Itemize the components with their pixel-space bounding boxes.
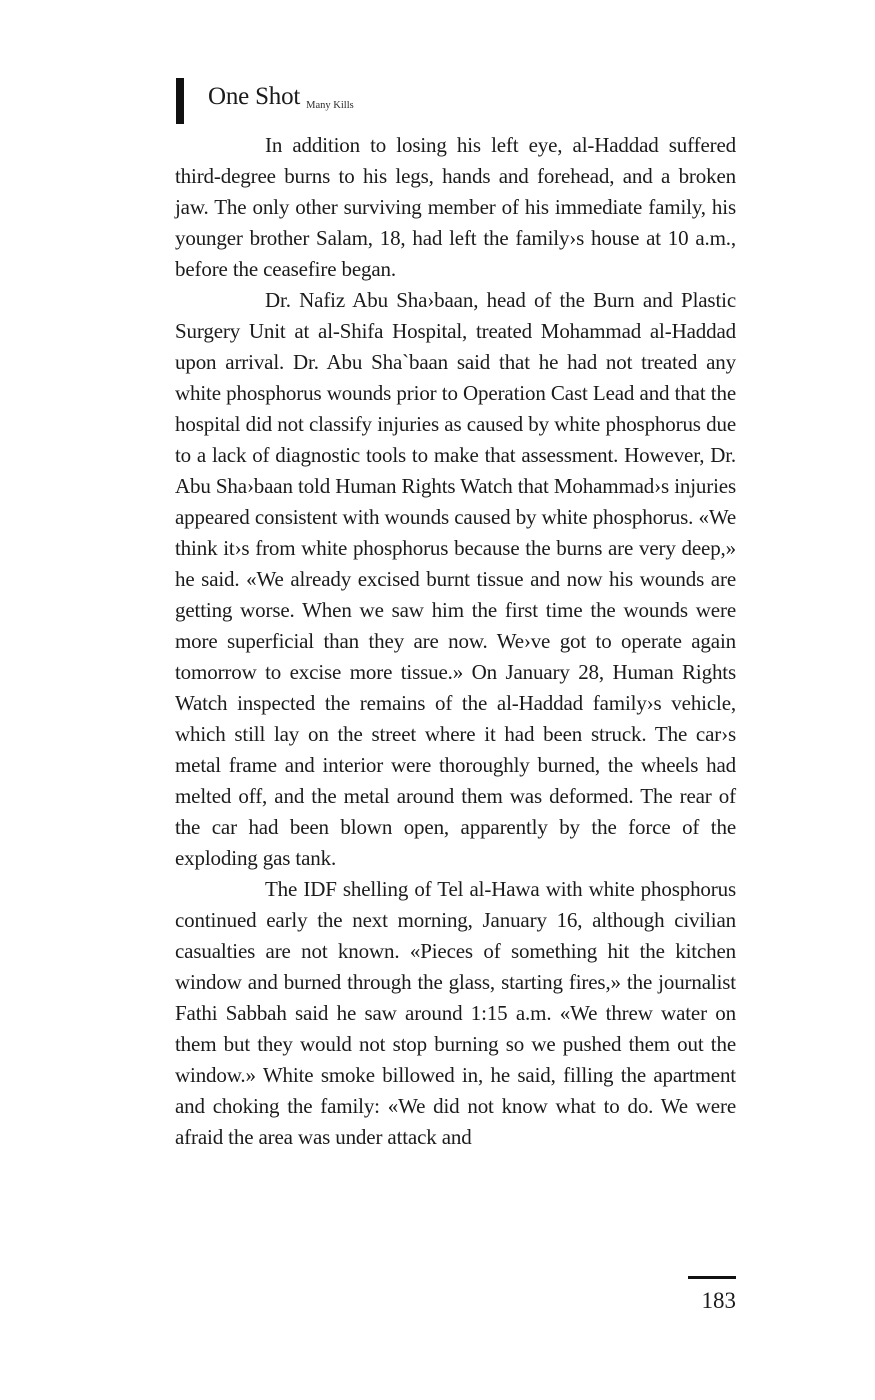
paragraph-2: Dr. Nafiz Abu Sha›baan, head of the Burn and Plastic Surgery Unit at al-Shifa Hospital, treated Mohammad al-Haddad upon arrival. Dr. Abu Sha`baan said that he had not treated any white phosphorus wounds prior to Operation Cast Lead and that the hospital did not classify injuries as caused by white phosphorus due to a lack of diagnostic tools to make that assessment. However, Dr. Abu Sha›baan told Human Rights Watch that Mohammad›s injuries appeared consistent with wounds caused by white phosphorus. «We think it›s from white phosphorus because the burns are very deep,» he said. «We already excised burnt tissue and now his wounds are getting worse. When we saw him the first time the wounds were more superficial than they are now. We›ve got to operate again tomorrow to excise more tissue.» On January 28, Human Rights Watch inspected the remains of the al-Haddad family›s vehicle, which still lay on the street where it had been struck. The car›s metal frame and interior were thoroughly burned, the wheels had melted off, and the metal around them was deformed. The rear of the car had been blown open, apparently by the force of the exploding gas tank. xyxy=(175,288,736,870)
header-title: One Shot xyxy=(208,83,301,110)
header-subtitle: Many Kills xyxy=(306,100,354,111)
paragraph-1: In addition to losing his left eye, al-Haddad suffered third-degree burns to his legs, hands and forehead, and a broken jaw. The only other surviving member of his immediate family, his younger brother Salam, 18, had left the family›s house at 10 a.m., before the ceasefire began. xyxy=(175,133,736,281)
body-text xyxy=(175,130,736,1153)
running-header xyxy=(176,78,354,126)
header-bar xyxy=(176,78,184,124)
page-number: 183 xyxy=(701,1288,736,1313)
footer-rule xyxy=(688,1276,736,1279)
paragraph-3: The IDF shelling of Tel al-Hawa with white phosphorus continued early the next morning, January 16, although civilian casualties are not known. «Pieces of something hit the kitchen window and burned through the glass, starting fires,» the journalist Fathi Sabbah said he saw around 1:15 a.m. «We threw water on them but they would not stop burning so we pushed them out the window.» White smoke billowed in, he said, filling the apartment and choking the family: «We did not know what to do. We were afraid the area was under attack and xyxy=(175,877,736,1149)
